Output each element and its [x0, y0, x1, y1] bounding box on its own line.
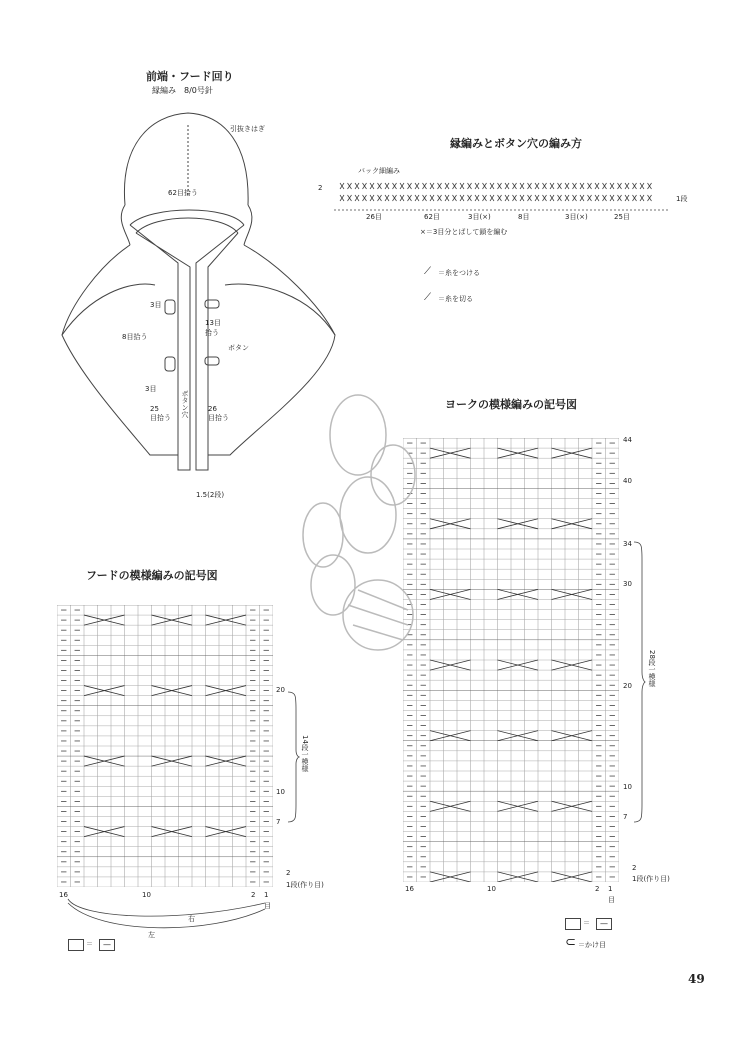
edging-x-stitch: [445, 195, 449, 201]
edging-count-62: 62目: [424, 213, 440, 221]
hood-row-2: 2: [286, 869, 291, 877]
yoke-col-16: 16: [405, 885, 414, 893]
edging-x-stitch: [453, 195, 457, 201]
edging-x-stitch: [348, 183, 352, 189]
edging-x-stitch: [438, 195, 442, 201]
edging-x-stitch: [355, 183, 359, 189]
edging-x-stitch: [363, 183, 367, 189]
edging-x-stitch: [363, 195, 367, 201]
legend-attach-icon: ⟋: [424, 266, 431, 277]
legend-attach-text: ＝糸をつける: [438, 269, 480, 277]
hood-bottom-right: 右: [188, 915, 195, 923]
hood-chart-grid: [57, 605, 273, 887]
edging-x-stitch: [505, 195, 509, 201]
edging-row1: 1段: [676, 195, 688, 203]
edging-x-stitch: [640, 183, 644, 189]
hood-label-button: ボタン: [228, 344, 249, 352]
edging-x-stitch: [415, 183, 419, 189]
edging-x-stitch: [505, 183, 509, 189]
yoke-col-1: 1: [608, 885, 613, 893]
edging-x-stitch: [618, 183, 622, 189]
edging-x-stitch: [543, 195, 547, 201]
edging-x-stitch: [348, 195, 352, 201]
edging-x-stitch: [618, 195, 622, 201]
yoke-legend-dash-icon: —: [596, 918, 612, 930]
edging-x-stitch: [490, 183, 494, 189]
edging-x-stitch: [625, 183, 629, 189]
yoke-row-10: 10: [623, 783, 632, 791]
edging-x-stitch: [625, 195, 629, 201]
edging-x-stitch: [640, 195, 644, 201]
edging-count-25: 25目: [614, 213, 630, 221]
edging-x-stitch: [580, 183, 584, 189]
edging-x-stitch: [565, 183, 569, 189]
edging-x-stitch: [355, 195, 359, 201]
edging-count-3b: 3目(×): [565, 213, 588, 221]
edging-x-stitch: [535, 195, 539, 201]
edging-x-stitch: [385, 183, 389, 189]
edging-x-stitch: [565, 195, 569, 201]
edging-x-stitch: [370, 195, 374, 201]
hood-label-3me-top: 3目: [150, 301, 162, 309]
edging-count-8: 8目: [518, 213, 530, 221]
edging-x-stitch: [430, 183, 434, 189]
hood-col-1: 1: [264, 891, 269, 899]
edging-x-stitch: [550, 195, 554, 201]
hood-col-10: 10: [142, 891, 151, 899]
edging-x-stitch: [475, 183, 479, 189]
edging-x-stitch: [378, 195, 382, 201]
edging-x-stitch: [543, 183, 547, 189]
yoke-legend-yo-text: ＝かけ目: [578, 941, 606, 949]
edging-x-stitch: [513, 183, 517, 189]
edging-x-stitch: [490, 195, 494, 201]
edging-x-stitch: [468, 195, 472, 201]
edging-x-stitch: [648, 183, 652, 189]
yoke-edge-label: 目: [608, 896, 615, 904]
hood-section-title: 前端・フード回り: [146, 70, 234, 83]
yoke-row-20: 20: [623, 682, 632, 690]
edging-x-stitch: [520, 195, 524, 201]
edging-x-stitch: [610, 195, 614, 201]
yoke-col-10: 10: [487, 885, 496, 893]
edging-x-stitch: [460, 183, 464, 189]
cactus-watermark: [298, 385, 448, 675]
edging-x-stitch: [393, 195, 397, 201]
hood-row-20: 20: [276, 686, 285, 694]
edging-x-stitch: [573, 195, 577, 201]
edging-x-stitch: [483, 195, 487, 201]
hood-row-7: 7: [276, 818, 281, 826]
edging-back-label: バック細編み: [358, 167, 400, 175]
yoke-row-40: 40: [623, 477, 632, 485]
edging-x-stitch: [520, 183, 524, 189]
hood-legend-dash-icon: —: [99, 939, 115, 951]
edging-x-stitch: [475, 195, 479, 201]
hood-label-pick26: 26 目拾う: [208, 405, 229, 422]
hood-label-pick62: 62目拾う: [168, 189, 198, 197]
legend-cut-text: ＝糸を切る: [438, 295, 473, 303]
hood-bottom-arcs: [60, 895, 275, 940]
edging-x-stitch: [498, 195, 502, 201]
edging-x-stitch: [453, 183, 457, 189]
edging-x-stitch: [573, 183, 577, 189]
hood-bottom-left: 左: [148, 931, 155, 939]
edging-x-stitch: [408, 183, 412, 189]
page-number: 49: [688, 972, 705, 986]
hood-section-subtitle: 縁編み 8/0号針: [152, 86, 213, 95]
hood-label-hikinuki: 引抜きはぎ: [230, 125, 265, 133]
yoke-row-34: 34: [623, 540, 632, 548]
edging-x-stitch: [633, 195, 637, 201]
yoke-row-30: 30: [623, 580, 632, 588]
yoke-legend-yo-icon: ⊂: [565, 935, 576, 950]
edging-x-stitch: [460, 195, 464, 201]
yoke-col-2: 2: [595, 885, 600, 893]
edging-x-stitch: [438, 183, 442, 189]
edging-section-title: 縁編みとボタン穴の編み方: [450, 137, 582, 150]
hood-label-pick8: 8目拾う: [122, 333, 148, 341]
hood-label-3me-bottom: 3目: [145, 385, 157, 393]
hood-chart-title: フードの模様編みの記号図: [86, 569, 218, 582]
edging-x-stitch: [513, 195, 517, 201]
yoke-repeat-bracket: [632, 540, 646, 824]
yoke-legend-box-text: ＝: [583, 919, 590, 927]
edging-x-stitch: [378, 183, 382, 189]
edging-x-stitch: [483, 183, 487, 189]
yoke-chart-title: ヨークの模様編みの記号図: [445, 398, 577, 411]
hood-label-pick25: 25 目拾う: [150, 405, 171, 422]
edging-x-stitch: [468, 183, 472, 189]
yoke-row-2: 2: [632, 864, 637, 872]
edging-x-stitch: [588, 195, 592, 201]
edging-x-stitch: [580, 195, 584, 201]
edging-x-stitch: [400, 183, 404, 189]
legend-cut-icon: ⟋: [424, 292, 431, 303]
edging-x-stitch: [528, 183, 532, 189]
edging-x-stitch: [558, 195, 562, 201]
edging-note: ×＝3目分とばして鎖を編む: [420, 228, 508, 236]
hood-label-width: 1.5(2段): [196, 491, 225, 499]
hood-legend-text: ＝: [86, 940, 93, 948]
edging-x-stitch: [498, 183, 502, 189]
yoke-row-1: 1段(作り目): [632, 875, 670, 883]
edging-row2: 2: [318, 184, 323, 192]
hood-col-16: 16: [59, 891, 68, 899]
edging-x-stitch: [588, 183, 592, 189]
hood-label-pick13: 13目 拾う: [205, 319, 221, 337]
edging-count-26: 26目: [366, 213, 382, 221]
edging-x-stitch: [340, 183, 344, 189]
hood-row-1: 1段(作り目): [286, 881, 324, 889]
edging-x-stitch: [595, 183, 599, 189]
edging-x-stitch: [528, 195, 532, 201]
edging-x-stitch: [595, 195, 599, 201]
hood-col-2: 2: [251, 891, 256, 899]
hood-repeat-bracket: [286, 690, 300, 824]
hood-legend-box-icon: [68, 939, 84, 951]
hood-row-10: 10: [276, 788, 285, 796]
edging-x-stitch: [430, 195, 434, 201]
edging-x-stitch: [415, 195, 419, 201]
yoke-repeat-label: 28段一模様: [648, 650, 656, 687]
edging-x-stitch: [423, 195, 427, 201]
edging-x-stitch: [550, 183, 554, 189]
hood-edge-label: 目: [264, 902, 271, 910]
edging-x-stitch: [385, 195, 389, 201]
hood-repeat-label: 14段一模様: [301, 735, 309, 772]
edging-x-stitch: [370, 183, 374, 189]
edging-x-stitch: [648, 195, 652, 201]
yoke-legend-box-icon: [565, 918, 581, 930]
edging-x-stitch: [603, 183, 607, 189]
edging-x-stitch: [340, 195, 344, 201]
edging-x-stitch: [408, 195, 412, 201]
yoke-row-7: 7: [623, 813, 628, 821]
edging-x-stitch: [445, 183, 449, 189]
edging-x-stitch: [535, 183, 539, 189]
edging-count-3a: 3目(×): [468, 213, 491, 221]
hood-label-buttonhole: ボタン穴: [181, 390, 189, 418]
edging-x-stitch: [633, 183, 637, 189]
edging-x-stitch: [603, 195, 607, 201]
edging-x-stitch: [393, 183, 397, 189]
yoke-row-44: 44: [623, 436, 632, 444]
edging-x-stitch: [558, 183, 562, 189]
edging-x-stitch: [423, 183, 427, 189]
edging-x-stitch: [610, 183, 614, 189]
edging-x-stitch: [400, 195, 404, 201]
